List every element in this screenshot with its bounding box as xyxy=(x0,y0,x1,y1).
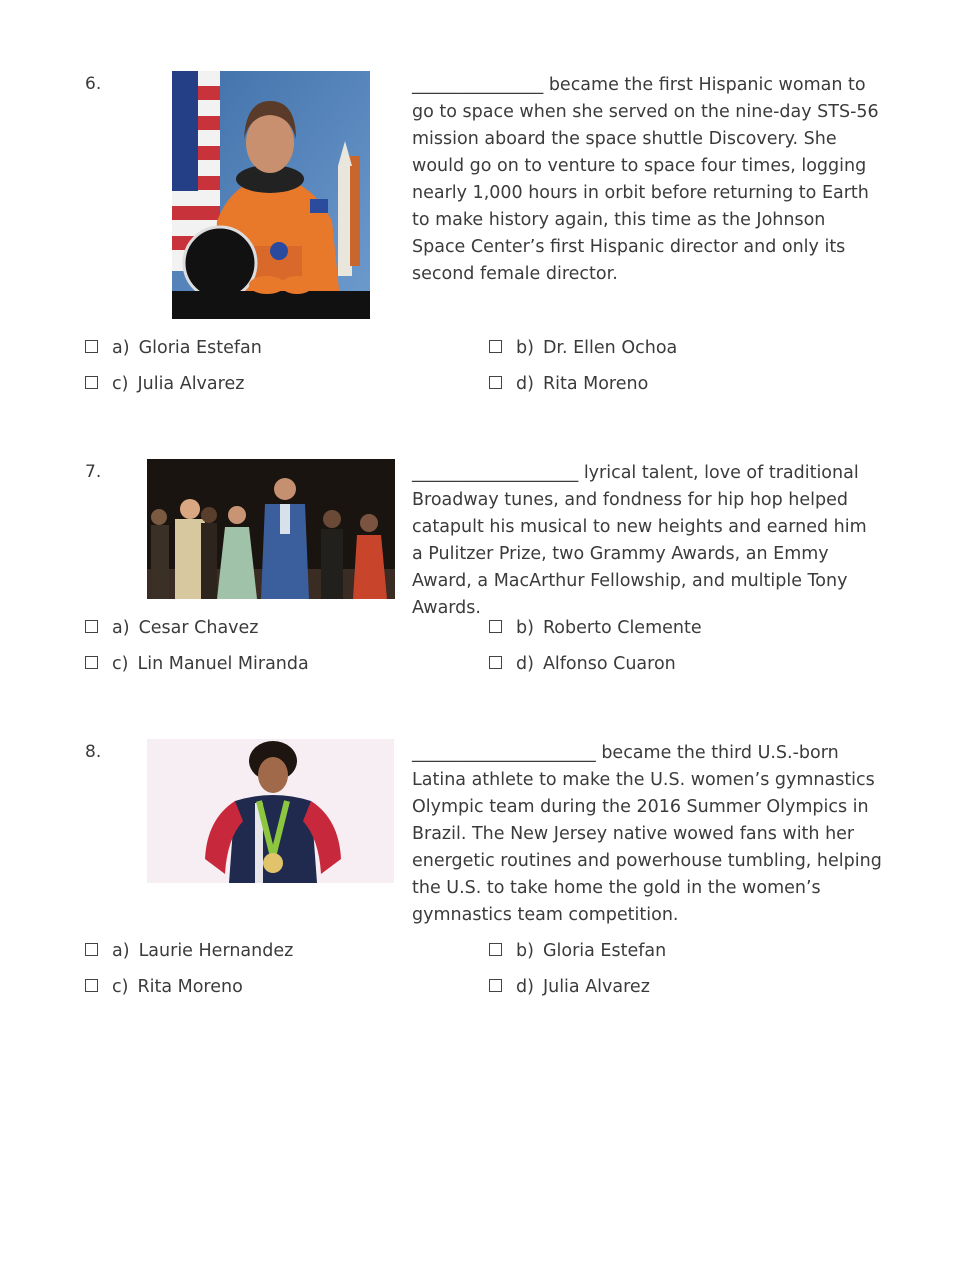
option-c[interactable] xyxy=(85,652,309,676)
question-text: _____________________ became the third U.S.-born Latina athlete to make the U.S. women’s gymnastics Olympic team during the 2016 Summer Olympics in Brazil. The New Jersey native wowed fans with her energetic routines and powerhouse tumbling, helping the U.S. to take home the gold in the women’s gymnastics team competition. xyxy=(412,743,882,925)
option-label: Lin Manuel Miranda xyxy=(137,654,309,674)
checkbox[interactable] xyxy=(85,656,98,669)
option-label: Roberto Clemente xyxy=(542,618,702,638)
checkbox[interactable] xyxy=(85,340,98,353)
option-label: Dr. Ellen Ochoa xyxy=(542,338,678,358)
option-d[interactable] xyxy=(489,652,676,676)
option-c[interactable] xyxy=(85,372,244,396)
stage-cast-photo xyxy=(147,459,395,599)
gymnast-photo xyxy=(147,739,394,883)
checkbox[interactable] xyxy=(489,656,502,669)
question-text: _______________ became the first Hispanic woman to go to space when she served on the nine-day STS-56 mission aboard the space shuttle Discovery. She would go on to venture to space four times, logging nearly 1,000 hours in orbit before returning to Earth to make history again, this time as the Johnson Space Center’s first Hispanic director and only its second female director. xyxy=(412,75,879,284)
option-letter: d) xyxy=(516,654,534,674)
option-label: Cesar Chavez xyxy=(138,618,259,638)
checkbox[interactable] xyxy=(489,340,502,353)
astronaut-photo xyxy=(172,71,370,319)
option-letter: b) xyxy=(516,618,534,638)
option-letter: d) xyxy=(516,374,534,394)
option-label: Julia Alvarez xyxy=(542,977,650,997)
option-letter: b) xyxy=(516,338,534,358)
checkbox[interactable] xyxy=(489,620,502,633)
question-number: 8. xyxy=(85,742,102,762)
option-label: Gloria Estefan xyxy=(542,941,667,961)
option-letter: c) xyxy=(112,654,129,674)
option-a[interactable] xyxy=(85,616,259,640)
option-a[interactable] xyxy=(85,939,293,963)
option-a[interactable] xyxy=(85,336,262,360)
question-number: 7. xyxy=(85,462,102,482)
option-label: Laurie Hernandez xyxy=(138,941,294,961)
option-c[interactable] xyxy=(85,975,243,999)
option-letter: b) xyxy=(516,941,534,961)
option-letter: a) xyxy=(112,941,130,961)
option-b[interactable] xyxy=(489,939,666,963)
option-b[interactable] xyxy=(489,336,677,360)
option-letter: c) xyxy=(112,374,129,394)
checkbox[interactable] xyxy=(85,943,98,956)
option-label: Julia Alvarez xyxy=(137,374,245,394)
option-label: Alfonso Cuaron xyxy=(542,654,676,674)
option-letter: a) xyxy=(112,338,130,358)
checkbox[interactable] xyxy=(85,376,98,389)
option-label: Rita Moreno xyxy=(137,977,243,997)
option-letter: a) xyxy=(112,618,130,638)
checkbox[interactable] xyxy=(489,979,502,992)
option-letter: c) xyxy=(112,977,129,997)
checkbox[interactable] xyxy=(489,943,502,956)
question-text: ___________________ lyrical talent, love of traditional Broadway tunes, and fondness for hip hop helped catapult his musical to new heights and earned him a Pulitzer Prize, two Grammy Awards, an Emmy Award, a MacArthur Fellowship, and multiple Tony Awards. xyxy=(412,463,867,618)
checkbox[interactable] xyxy=(489,376,502,389)
option-b[interactable] xyxy=(489,616,702,640)
checkbox[interactable] xyxy=(85,620,98,633)
option-label: Rita Moreno xyxy=(542,374,649,394)
option-d[interactable] xyxy=(489,372,648,396)
option-label: Gloria Estefan xyxy=(138,338,262,358)
checkbox[interactable] xyxy=(85,979,98,992)
question-number: 6. xyxy=(85,74,102,94)
option-d[interactable] xyxy=(489,975,650,999)
option-letter: d) xyxy=(516,977,534,997)
